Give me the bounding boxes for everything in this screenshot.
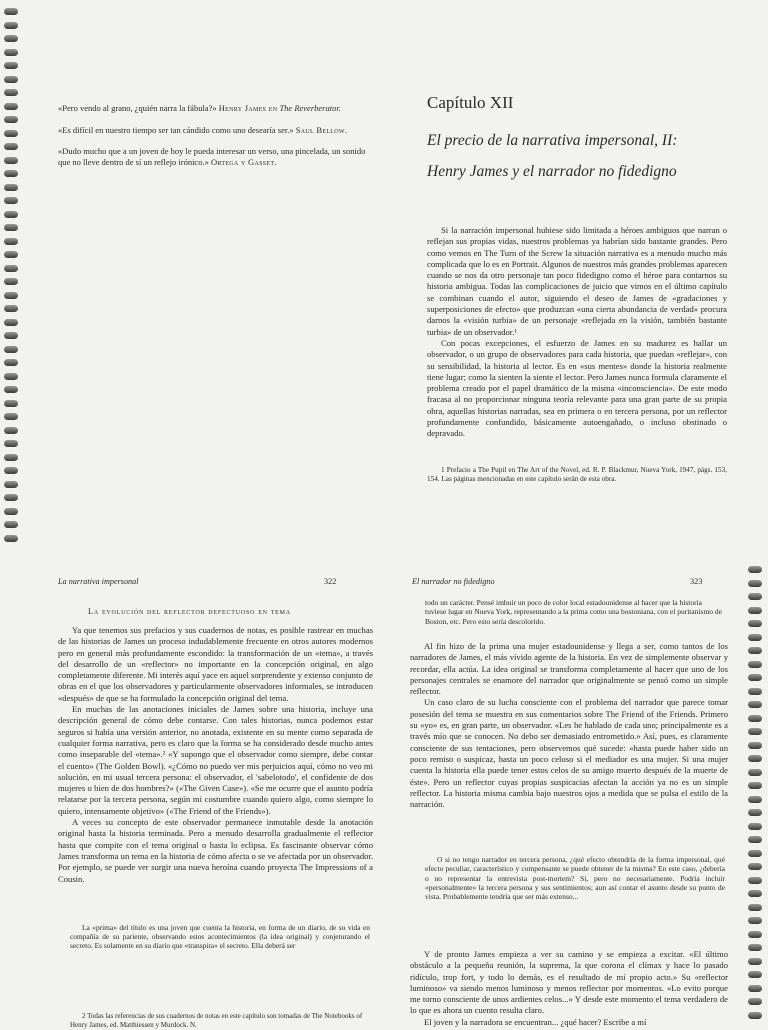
footnote: 1 Prefacio a The Pupil en The Art of the Novel, ed. R. P. Blackmur, Nueva York, 1947, págs. 153, 154. Las páginas mencionadas en este capítulo serán de esta obra. xyxy=(427,466,727,483)
spiral-ring xyxy=(748,917,762,924)
spiral-ring xyxy=(4,211,18,218)
spiral-ring xyxy=(748,890,762,897)
spiral-ring xyxy=(4,400,18,407)
page-epigraphs xyxy=(48,0,383,555)
spiral-ring xyxy=(4,49,18,56)
page-322 xyxy=(48,565,378,1029)
block-quote: La «prima» del título es una joven que cuenta la historia, en forma de un diario, de su vida en compañía de su pariente, observando estos acontecimientos (la idea original) y conjeturando el secreto. Es solamente en su diario que «transpira» el secreto. Ella deberá ser xyxy=(70,923,370,951)
spiral-ring xyxy=(4,386,18,393)
spiral-ring xyxy=(4,373,18,380)
spiral-ring xyxy=(4,346,18,353)
spiral-ring xyxy=(748,998,762,1005)
page-number: 322 xyxy=(324,577,337,586)
spiral-ring xyxy=(4,454,18,461)
chapter-number: Capítulo XII xyxy=(427,93,514,112)
spiral-ring xyxy=(4,62,18,69)
spiral-ring xyxy=(4,238,18,245)
spiral-ring xyxy=(4,22,18,29)
epigraph: «Dudo mucho que a un joven de hoy le pueda interesar un verso, una pincelada, un sonido que no lleve dentro de sí un reflejo irónico.» Ortega y Gasset. xyxy=(58,146,366,167)
spiral-ring xyxy=(748,863,762,870)
spiral-ring xyxy=(4,535,18,542)
spiral-ring xyxy=(4,292,18,299)
spiral-ring xyxy=(748,971,762,978)
spiral-ring xyxy=(748,593,762,600)
spiral-ring xyxy=(4,413,18,420)
spiral-ring xyxy=(748,769,762,776)
spiral-ring xyxy=(748,688,762,695)
spiral-ring xyxy=(748,674,762,681)
running-head: El narrador no fidedigno xyxy=(412,577,495,586)
spiral-ring xyxy=(748,607,762,614)
spiral-ring xyxy=(4,116,18,123)
page-chapter-opening xyxy=(400,0,745,555)
spiral-ring xyxy=(748,809,762,816)
spiral-ring xyxy=(4,332,18,339)
spiral-ring xyxy=(748,985,762,992)
spiral-binding-left xyxy=(0,0,20,560)
epigraph: «Pero vendo al grano, ¿quién narra la fábula?» Henry James en The Reverberator. xyxy=(58,103,341,113)
spiral-ring xyxy=(748,661,762,668)
paragraph: Un caso claro de su lucha consciente con el problema del narrador que parece tomar posesión del tema se muestra en sus comentarios sobre The Friend of the Friends. Primero su «yo» es, en gran parte, un observador. «Les he hablado de cada uno; principalmente es a través mío que se conocen. No debo ser demasiado entrometido.» Así, pues, es claramente consciente de sus tentaciones, pero observemos qué sucede: «hasta puede haber sido un poco remiso o suspicaz, hasta un poco celoso si el mediador es una mujer. Si una mujer cuenta la historia ella puede tener estos celos de su amigo muerto después de la muerte de éste». Pero un reflector cuyas propias suspicacias afectan la acción ya no es un simple reflector. La historia misma cambia bajo nuestros ojos a medida que se pulsa el estilo de la narración. xyxy=(410,697,728,810)
spiral-ring xyxy=(4,494,18,501)
epigraph-list xyxy=(58,103,376,178)
spiral-ring xyxy=(748,836,762,843)
spiral-ring xyxy=(4,103,18,110)
section-heading: La evolución del reflector defectuoso en tema xyxy=(88,607,291,616)
spiral-ring xyxy=(4,130,18,137)
spiral-ring xyxy=(4,89,18,96)
spiral-ring xyxy=(748,647,762,654)
body-text xyxy=(427,225,727,440)
spiral-ring xyxy=(4,197,18,204)
spiral-ring xyxy=(4,427,18,434)
spiral-ring xyxy=(4,467,18,474)
running-head: La narrativa impersonal xyxy=(58,577,139,586)
spiral-ring xyxy=(748,958,762,965)
footnote: 2 Todas las referencias de sus cuadernos de notas en este capítulo son tomadas de The Notebooks of Henry James, ed. Matthiessen y Murdock. N. xyxy=(70,1012,363,1029)
spiral-ring xyxy=(4,35,18,42)
paragraph: Con pocas excepciones, el esfuerzo de James en su madurez es hallar un observador, o un grupo de observadores para cada historia, que puedan «reflejar», con su sensibilidad, la historia al lector. Es en «sus mentes» donde la historia realmente tiene lugar; como la sienten la siente el lector. Pero James nunca formula claramente el problema creado por el papel dramático de la misma «inconsciencia». De este modo fracasa al no proporcionar ninguna teoría relevante para una gran parte de su propia obra, aquellas historias narradas, sea en primera o en tercera persona, por un reflector profundamente confundido, básicamente autoengañado, o incluso obstinado o depravado. xyxy=(427,337,727,439)
spiral-ring xyxy=(4,224,18,231)
body-text xyxy=(410,949,728,1028)
paragraph: Al fin hizo de la prima una mujer estadounidense y llega a ser, como tantos de los narradores de James, el más vívido agente de la historia. En vez de simplemente observar y recordar, ella actúa. La idea original se transforma completamente al hacer que uno de los personajes centrales se enamore del narrador que originalmente se pensó como un simple reflector. xyxy=(410,641,728,697)
paragraph: Y de pronto James empieza a ver su camino y se empieza a excitar. «El último obstáculo a la pequeña reunión, la suprema, la que corona el clímax y hace lo pasado ridículo, trop fort, y todo lo demás, es el resultado de mí propio acto.» Su «reflector luminoso» va siendo menos luminoso y menos reflector por momentos. «Lo evito porque me torno consciente de unos ardientes celos...» Y desde este momento el tema verdadero de lo que es ahora un cuento resulta claro. xyxy=(410,949,728,1016)
spiral-ring xyxy=(748,877,762,884)
paragraph: El joven y la narradora se encuentran... ¿qué hacer? Escribe a mí xyxy=(424,1016,647,1027)
spiral-ring xyxy=(748,742,762,749)
body-text xyxy=(410,641,728,810)
page-323 xyxy=(400,565,745,1027)
spiral-ring xyxy=(4,278,18,285)
spiral-ring xyxy=(4,143,18,150)
paragraph: En muchas de las anotaciones iniciales de James sobre una historia, incluye una descripción general de cómo debe contarse. Con tales historias, nunca podemos estar seguros si había una versión anterior, no anotada, existente en su mente como separada de cualquier forma narrativa, pero es claro que la forma se ha considerado desde mucho antes como inseparable del «tema».² «Y supongo que el observador como siempre, debe contar el cuento» (The Golden Bowl). «¿Cómo no puedo ver mis perjuicios aquí, cómo no veo mi solución, en mi usual tercera persona: el observador, el 'sabelotodo', el confidente de dos mujeres o bien de dos hombres?» («The Given Case»). «Se me ocurre que el asunto podría relatarse por la tercera persona, según mi costumbre cuando quiero algo, como siempre lo quiero, intensamente objetivo» («The Friend of the Friends»). xyxy=(58,704,373,816)
spiral-ring xyxy=(748,728,762,735)
spiral-ring xyxy=(4,76,18,83)
spiral-ring xyxy=(4,265,18,272)
spiral-ring xyxy=(4,508,18,515)
spiral-ring xyxy=(748,566,762,573)
spiral-ring xyxy=(4,359,18,366)
spiral-ring xyxy=(4,440,18,447)
spiral-ring xyxy=(4,8,18,15)
spiral-ring xyxy=(4,481,18,488)
spiral-ring xyxy=(748,782,762,789)
page-number: 323 xyxy=(690,577,703,586)
paragraph: A veces su concepto de este observador permanece inmutable desde la anotación original hasta la historia terminada. Pero a menudo desarrolla gradualmente el reflector hasta que compite con el tema original o hasta lo eclipsa. Es fascinante observar cómo James transforma un tema en la historia de cómo afecta o se ve afectada por un observador. Por ejemplo, se puede ver surgir una nueva heroína cuando proyecta The Impressions of a Cousin. xyxy=(58,817,373,884)
spiral-ring xyxy=(748,1012,762,1019)
spiral-ring xyxy=(748,904,762,911)
spiral-ring xyxy=(4,305,18,312)
spiral-ring xyxy=(748,580,762,587)
block-quote: O si no tengo narrador en tercera persona, ¿qué efecto obtendría de la forma impersonal, qué efecto peculiar, característico y compensante se puede obtener de la misma? En este caso, ¿debería o no representar la entrevista post-mortem? Si, pero no necesariamente. Podría incluir «personalmente» la tercera persona y sus sentimientos; aun así contar el asunto desde su punto de vista. Probablemente tendría que ser más extenso... xyxy=(425,855,725,902)
epigraph: «Es difícil en nuestro tiempo ser tan cándido como uno desearía ser.» Saul Bellow. xyxy=(58,124,348,135)
spiral-binding-right xyxy=(744,560,764,1024)
spiral-ring xyxy=(748,944,762,951)
spiral-ring xyxy=(748,715,762,722)
spiral-ring xyxy=(748,796,762,803)
spiral-ring xyxy=(748,701,762,708)
paragraph: Ya que tenemos sus prefacios y sus cuadernos de notas, es posible rastrear en muchas de las historias de James un proceso indudablemente frecuente en otros autores modernos pero en general más profundamente escondido: la transformación de un «tema», a través del desarrollo de un «reflector» no importante en la concepción original, en algo completamente diferente. Mi interés aquí yace en aquel sorprendente y extenso conjunto de obras en el que los observadores y particularmente observadores informales, se introducen «después» de que se ha formulado la concepción original del tema. xyxy=(58,625,373,703)
spiral-ring xyxy=(4,170,18,177)
chapter-title: El precio de la narrativa impersonal, II: Henry James y el narrador no fidedigno xyxy=(427,132,678,180)
block-quote: todo un carácter. Pensé imbuir un poco de color local estadounidense al hacer que la historia tuviese lugar en Nueva York, representando a la prima como una bostoniana, con el puritanismo de Boston, etc. Pero esto sería descolorido. xyxy=(425,598,723,626)
spiral-ring xyxy=(748,823,762,830)
paragraph: Si la narración impersonal hubiese sido limitada a héroes ambiguos que narran o reflejan sus propias vidas, nuestros problemas ya habrían sido bastante grandes. Pero como vemos en The Turn of the Screw la situación narrativa es a menudo mucho más complicada que lo es en Portrait. Algunos de nuestros más grandes problemas aparecen cuando se nos da otro personaje tan poco fidedigno como el héroe para contarnos su historia ambigua. Todas las complicaciones de juicio que vimos en el último capítulo se combinan cuando el autor, siguiendo el deseo de James de «gradaciones y superposiciones de efecto» que produzcan «una cierta abundancia de verdad» procura darnos la «visión turbia» de un personaje «reflejada en la visión, también bastante turbia» de un observador.¹ xyxy=(427,225,727,337)
spiral-ring xyxy=(4,184,18,191)
spiral-ring xyxy=(748,755,762,762)
spiral-ring xyxy=(4,319,18,326)
spiral-ring xyxy=(4,157,18,164)
spiral-ring xyxy=(748,850,762,857)
spiral-ring xyxy=(4,251,18,258)
body-text xyxy=(58,625,373,885)
spiral-ring xyxy=(748,620,762,627)
spiral-ring xyxy=(748,931,762,938)
spiral-ring xyxy=(4,521,18,528)
spiral-ring xyxy=(748,634,762,641)
